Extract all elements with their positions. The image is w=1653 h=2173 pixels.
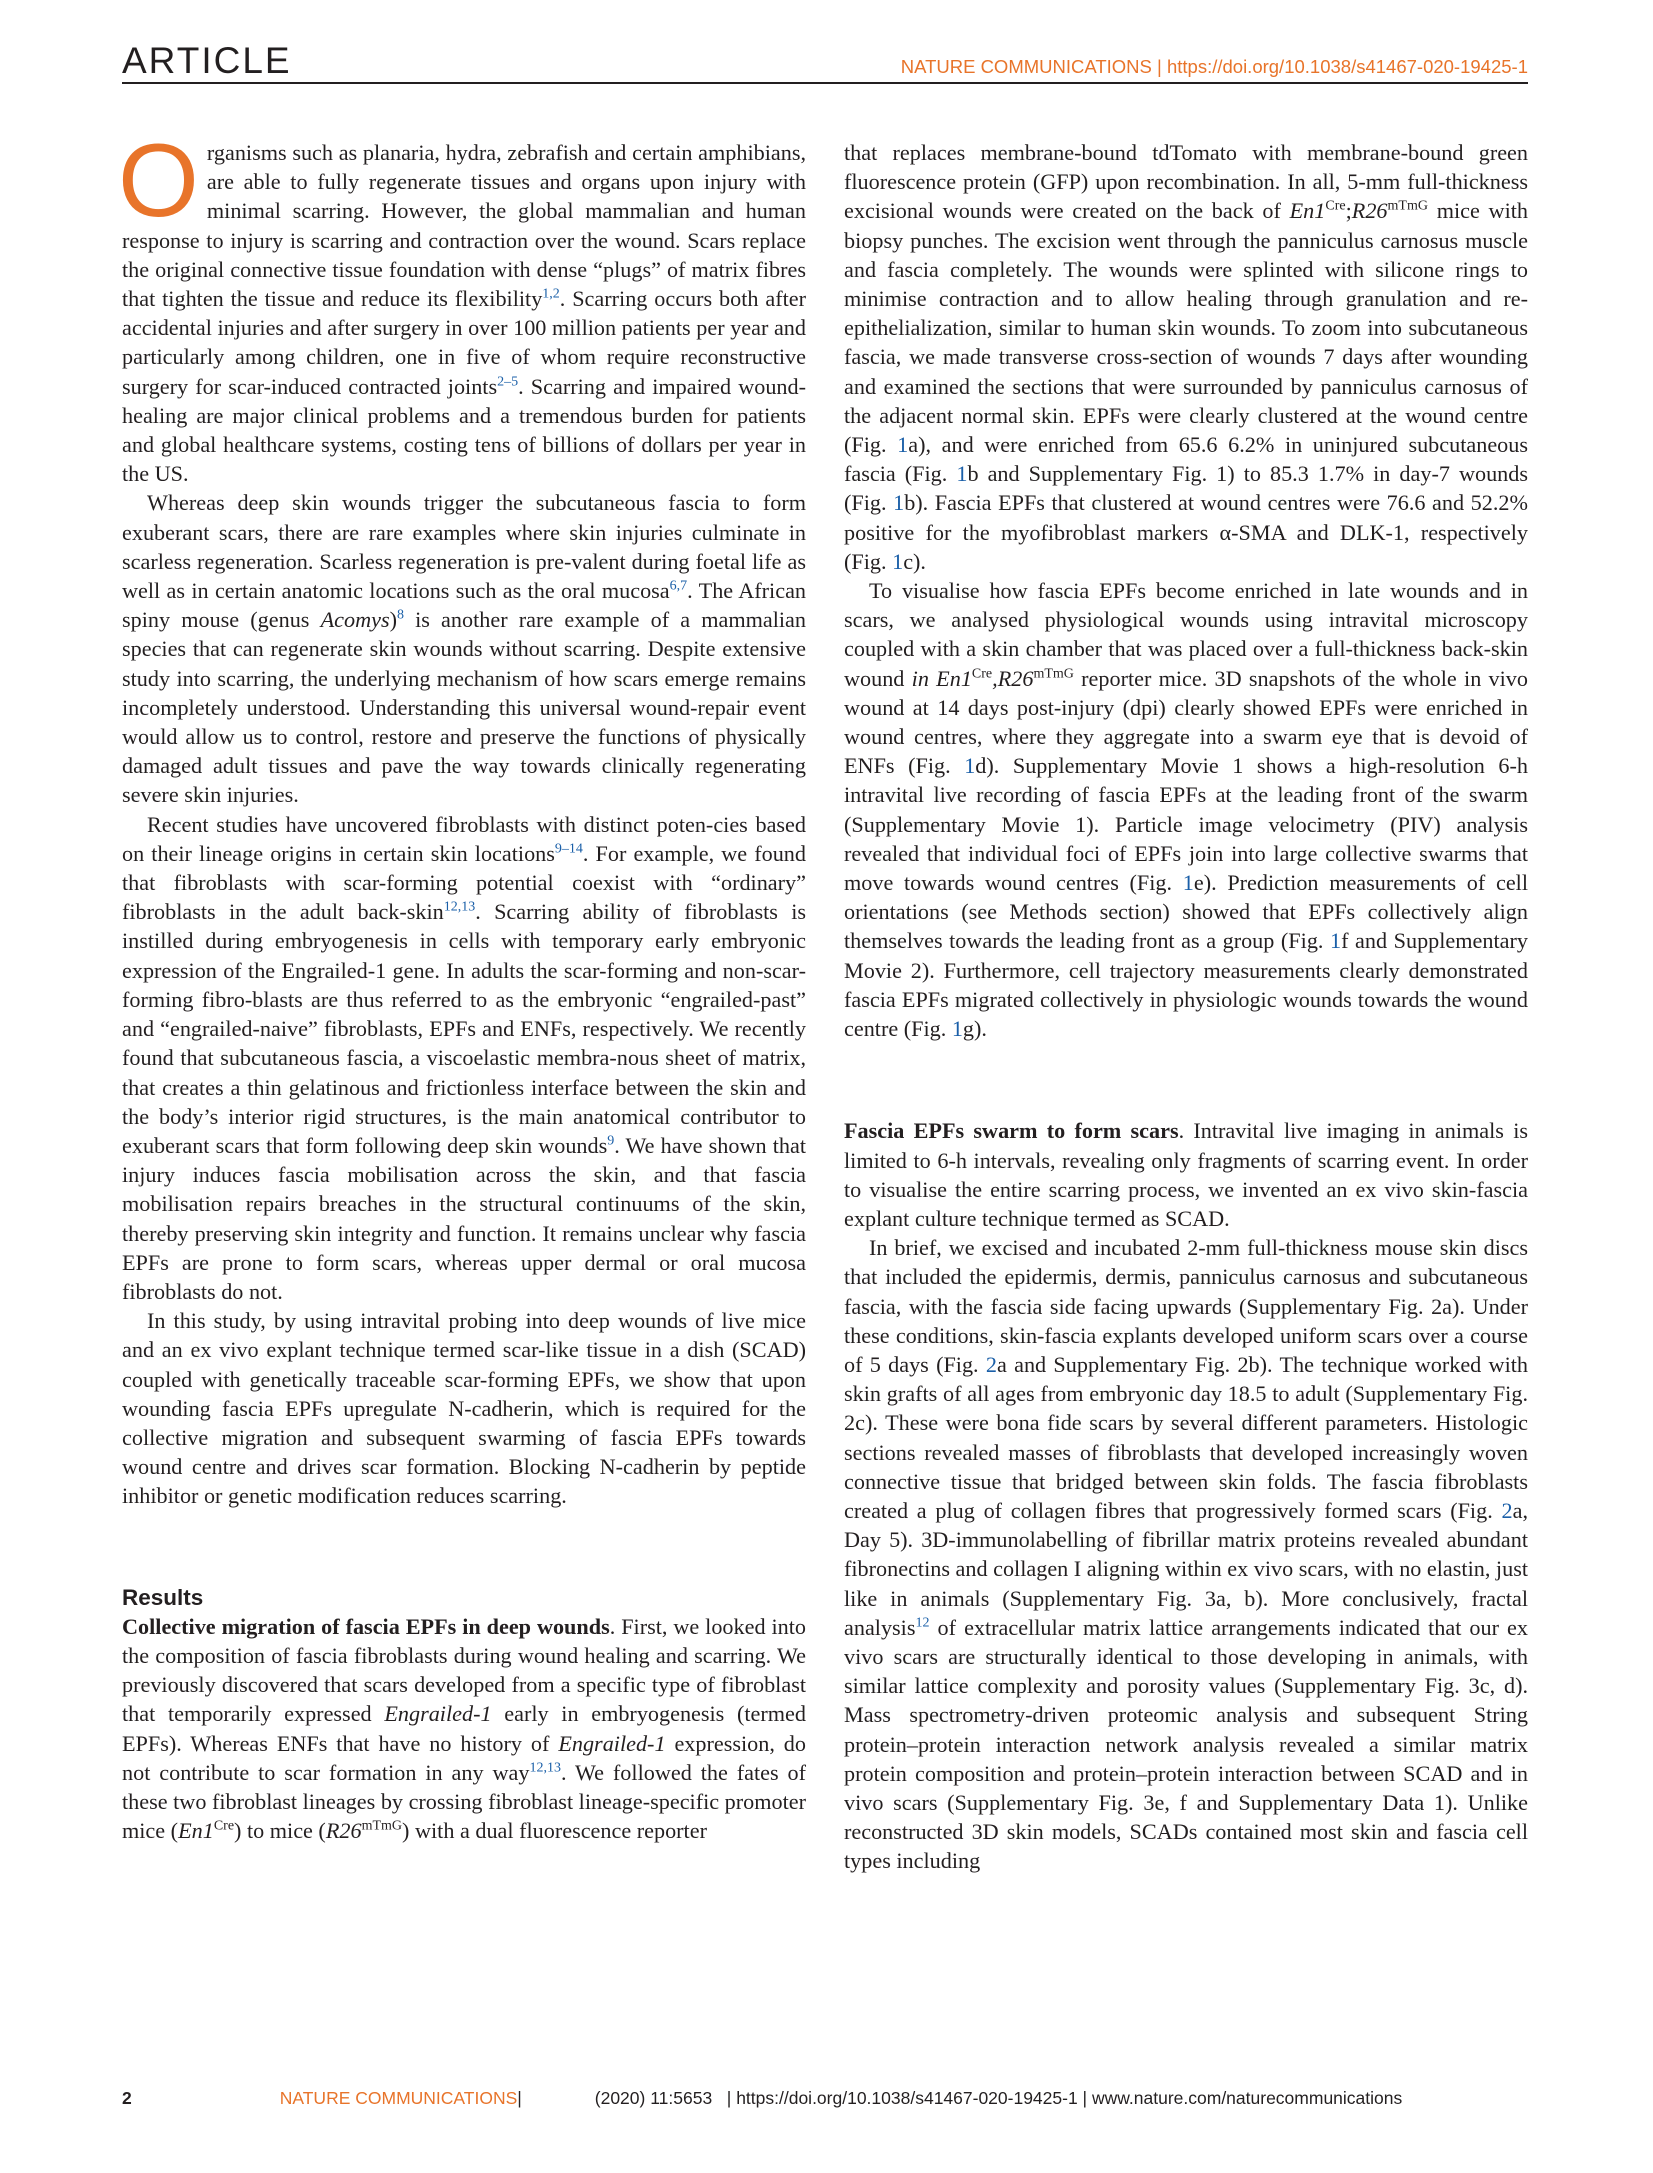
journal-name[interactable]: NATURE COMMUNICATIONS [900,56,1152,77]
subsection-heading: Collective migration of fascia EPFs in deep wounds [122,1613,610,1639]
paragraph: In this study, by using intravital probing into deep wounds of live mice and an ex vivo explant technique termed scar-like tissue in a dish (SCAD) coupled with genetically traceable scar-forming EPFs, we show that upon wounding fascia EPFs upregulate N-cadherin, which is required for the collective migration and subsequent swarming of fascia EPFs towards wound centre and drives scar formation. Blocking N-cadherin by peptide inhibitor or genetic modification reduces scarring. [122,1308,806,1509]
page-footer [122,2088,1528,2109]
footer-citation: (2020) 11:5653 [594,2088,713,2108]
running-header [901,56,1528,78]
citation-link[interactable]: 1,2 [542,286,560,302]
citation-link[interactable]: 9–14 [554,841,583,857]
right-column [844,138,1528,1876]
header-separator: | [1151,56,1167,77]
figure-link[interactable]: 1 [897,432,909,458]
footer-bar: | [517,2088,522,2108]
figure-link[interactable]: 1 [951,1016,963,1042]
subsection-heading: Fascia EPFs swarm to form scars [844,1118,1179,1144]
paragraph: Recent studies have uncovered fibroblasts with distinct poten-cies based on their lineage origins in certain skin locations$^{9-14}$. For example, we found that fibroblasts with scar-forming potential coexist with “ordinary” fibroblasts in the adult back-skin$^{12,13}$. Scarring ability of fibroblasts is instilled during embryogenesis in cells with temporary early embryonic expression of the Engrailed-1 gene. In adults the scar-forming and non-scar-forming fibro-blasts are thus referred to as the embryonic “engrailed-past” and “engrailed-naive” fibroblasts, EPFs and ENFs, respectively. We recently found that subcutaneous fascia, a viscoelastic membra-nous sheet of matrix, that creates a thin gelatinous and frictionless interface between the skin and the body’s interior rigid structures, is the main anatomical contributor to exuberant scars that form following deep skin wounds$^9$. We have shown that injury induces fascia mobilisation across the skin, and that fascia mobilisation repairs breaches in the structural continuums of the skin, thereby preserving skin integrity and function. It remains unclear why fascia EPFs are prone to form scars, whereas upper dermal or oral mucosa fibroblasts do not. [122,811,806,1304]
citation-link[interactable]: 9 [607,1133,615,1149]
figure-link[interactable]: 1 [964,753,976,779]
figure-link[interactable]: 2 [985,1351,997,1377]
figure-link[interactable]: 1 [892,548,904,574]
figure-link[interactable]: 1 [1182,870,1194,896]
paragraph: that replaces membrane-bound tdTomato with membrane-bound green fluorescence protein (GFP) upon recombination. In all, 5-mm full-thickness excisional wounds were created on the back of $En1^{Cre};R26^{mTmG}$ mice with biopsy punches. The excision went through the panniculus carnosus muscle and fascia completely. The wounds were splinted with silicone rings to minimise contraction and to allow healing through granulation and re-epithelialization, similar to human skin wounds. To zoom into subcutaneous fascia, we made transverse cross-section of wounds 7 days after wounding and examined the sections that were surrounded by panniculus carnosus of the adjacent normal skin. EPFs were clearly clustered at the wound centre (Fig. 1a), and were enriched from 65.6 6.2% in uninjured subcutaneous fascia (Fig. 1b and Supplementary Fig. 1) to 85.3 1.7% in day-7 wounds (Fig. 1b). Fascia EPFs that clustered at wound centres were 76.6 and 52.2% positive for the myofibroblast markers α-SMA and DLK-1, respectively (Fig. 1c). [844,140,1528,574]
citation-link[interactable]: 8 [396,607,404,623]
intro-paragraph: Organisms such as planaria, hydra, zebrafish and certain amphibians, are able to fully regenerate tissues and organs upon injury with minimal scarring. However, the global mammalian and human response to injury is scarring and contraction over the wound. Scars replace the original connective tissue foundation with dense “plugs” of matrix fibres that tighten the tissue and reduce its flexibility$^{1,2}$. Scarring occurs both after accidental injuries and after surgery in over 100 million patients per year and particularly among children, one in five of whom require reconstructive surgery for scar-induced contracted joints$^{2-5}$. Scarring and impaired wound-healing are major clinical problems and a tremendous burden for patients and global healthcare systems, costing tens of billions of dollars per year in the US. [118,123,806,487]
paragraph: In brief, we excised and incubated 2-mm full-thickness mouse skin discs that included the epidermis, dermis, panniculus carnosus and subcutaneous fascia, with the fascia side facing upwards (Supplementary Fig. 2a). Under these conditions, skin-fascia explants developed uniform scars over a course of 5 days (Fig. 2a and Supplementary Fig. 2b). The technique worked with skin grafts of all ages from embryonic day 18.5 to adult (Supplementary Fig. 2c). These were bona fide scars by several different parameters. Histologic sections revealed masses of fibroblasts that developed increasingly woven connective tissue that bridged between skin folds. The fascia fibroblasts created a plug of collagen fibres that progressively formed scars (Fig. 2a, Day 5). 3D-immunolabelling of fibrillar matrix proteins revealed abundant fibronectins and collagen I aligning within ex vivo scars, with no elastin, just like in animals (Supplementary Fig. 3a, b). More conclusively, fractal analysis$^{12}$ of extracellular matrix lattice arrangements indicated that our ex vivo scars are structurally identical to those developing in animals, with similar lattice complexity and porosity values (Supplementary Fig. 3c, d). Mass spectrometry-driven proteomic analysis and subsequent String protein–protein interaction network analysis revealed a similar matrix protein composition and protein–protein interaction between SCAD and in vivo scars (Supplementary Fig. 3e, f and Supplementary Data 1). Unlike reconstructed 3D skin models, SCADs contained most skin and fascia cell types including [844,1235,1528,1874]
figure-link[interactable]: 2 [1501,1497,1513,1523]
page-number: 2 [122,2088,132,2108]
drop-cap: O [118,123,199,239]
paragraph: Collective migration of fascia EPFs in deep wounds. First, we looked into the composition of fascia fibroblasts during wound healing and scarring. We previously discovered that scars developed from a specific type of fibroblast that temporarily expressed Engrailed-1 early in embryogenesis (termed EPFs). Whereas ENFs that have no history of Engrailed-1 expression, do not contribute to scar formation in any way$^{12,13}$. We followed the fates of these two fibroblast lineages by crossing fibroblast lineage-specific promoter mice $(En1^{Cre})$ to mice $(R26^{mTmG})$ with a dual fluorescence reporter [122,1613,807,1844]
doi-link[interactable]: https://doi.org/10.1038/s41467-020-19425-1 [1166,56,1528,77]
section-label: ARTICLE [122,40,292,81]
paragraph: Fascia EPFs swarm to form scars. Intravital live imaging in animals is limited to 6-h intervals, revealing only fragments of scarring event. In order to visualise the entire scarring process, we invented an ex vivo skin-fascia explant culture technique termed as SCAD. [844,1118,1528,1231]
left-column [118,123,807,1845]
header-rule [122,82,1528,84]
citation-link[interactable]: 12 [915,1615,930,1631]
paragraph: Whereas deep skin wounds trigger the subcutaneous fascia to form exuberant scars, there are rare examples where skin injuries culminate in scarless regeneration. Scarless regeneration is pre-valent during foetal life as well as in certain anatomic locations such as the oral mucosa$^{6,7}$. The African spiny mouse (genus Acomys)$^8$ is another rare example of a mammalian species that can regenerate skin wounds without scarring. Despite extensive study into scarring, the underlying mechanism of how scars emerge remains incompletely understood. Understanding this universal wound-repair event would allow us to control, restore and preserve the functions of physically damaged adult tissues and pave the way towards clinically regenerating severe skin injuries. [122,490,807,808]
figure-link[interactable]: 1 [956,461,968,487]
figure-link[interactable]: 1 [1330,928,1342,954]
citation-link[interactable]: 12,13 [529,1760,561,1776]
footer-links[interactable]: | https://doi.org/10.1038/s41467-020-19425-1 | www.nature.com/naturecommunications [726,2088,1403,2108]
citation-link[interactable]: 12,13 [443,899,476,915]
footer-journal[interactable]: NATURE COMMUNICATIONS [279,2088,518,2108]
paragraph: To visualise how fascia EPFs become enriched in late wounds and in scars, we analysed physiological wounds using intravital microscopy coupled with a skin chamber that was placed over a full-thickness back-skin wound in $En1^{Cre},R26^{mTmG}$ reporter mice. 3D snapshots of the whole in vivo wound at 14 days post-injury (dpi) clearly showed EPFs were enriched in wound centres, where they aggregate into a swarm eye that is devoid of ENFs (Fig. 1d). Supplementary Movie 1 shows a high-resolution 6-h intravital live recording of fascia EPFs at the leading front of the swarm (Supplementary Movie 1). Particle image velocimetry (PIV) analysis revealed that individual foci of EPFs join into large collective swarms that move towards wound centres (Fig. 1e). Prediction measurements of cell orientations (see Methods section) showed that EPFs collectively align themselves towards the leading front as a group (Fig. 1f and Supplementary Movie 2). Furthermore, cell trajectory measurements clearly demonstrated fascia EPFs migrated collectively in physiologic wounds towards the wound centre (Fig. 1g). [844,578,1529,1042]
citation-link[interactable]: 2–5 [497,374,519,390]
results-heading: Results [122,1584,204,1610]
figure-link[interactable]: 1 [893,490,905,516]
citation-link[interactable]: 6,7 [669,578,688,594]
